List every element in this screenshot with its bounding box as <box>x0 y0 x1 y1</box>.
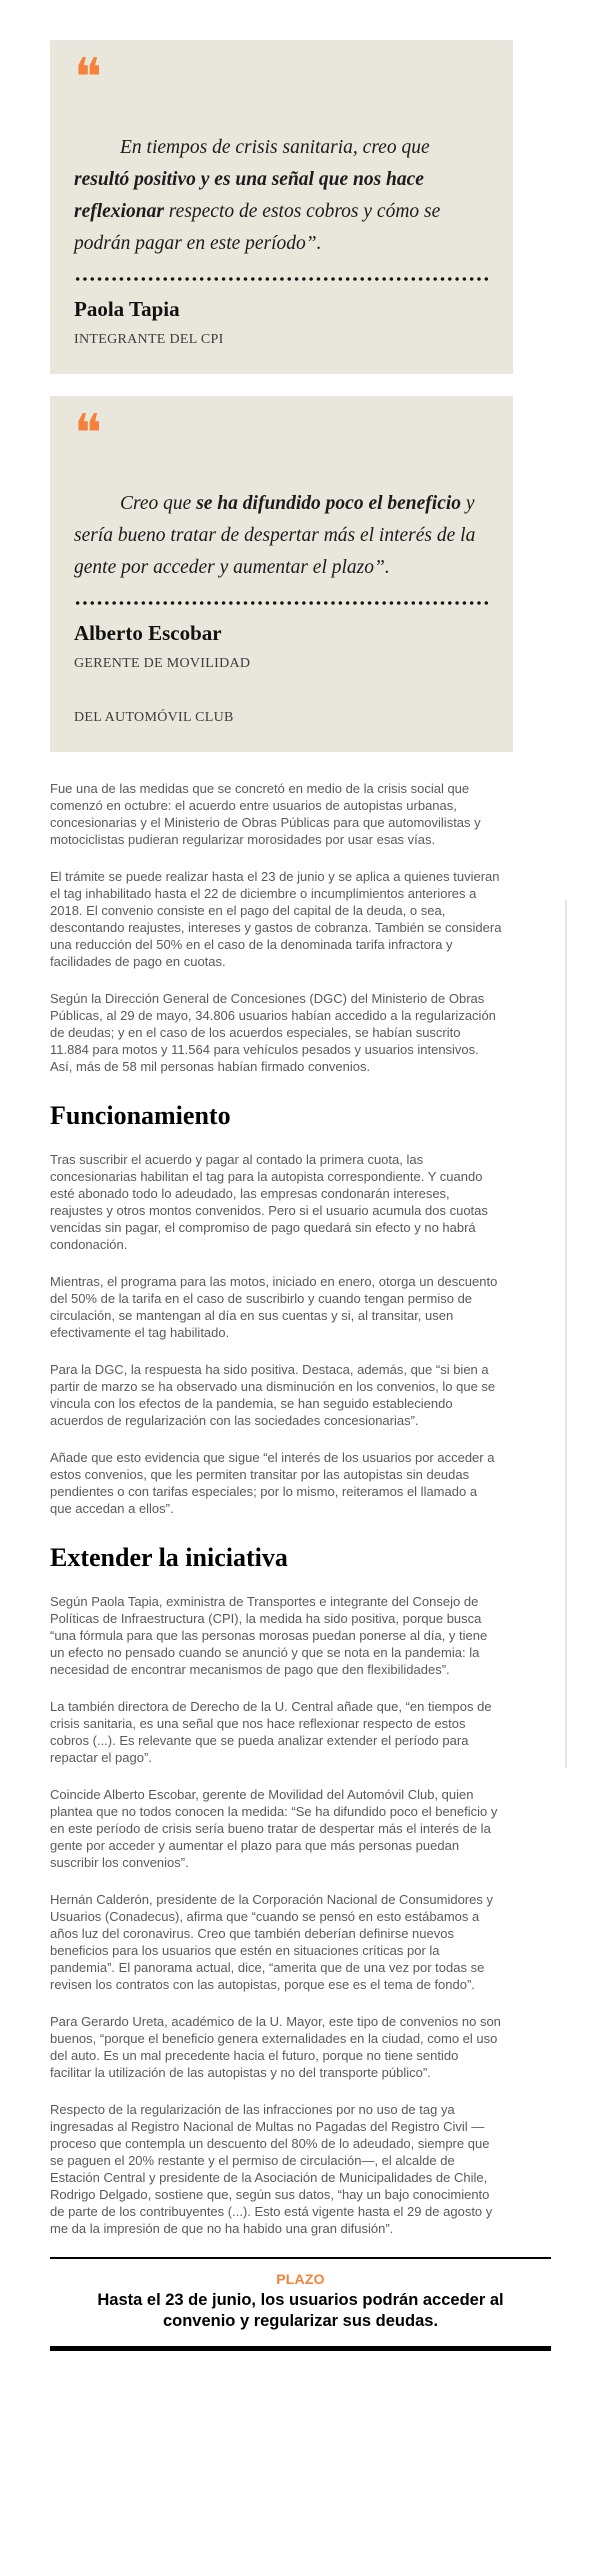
quote-author-role <box>74 332 489 348</box>
quote-author-role-line: INTEGRANTE DEL CPI <box>74 332 224 347</box>
opening-quote-icon: ❝ <box>74 408 102 462</box>
deadline-text: Hasta el 23 de junio, los usuarios podrán acceder al convenio y regularizar sus deudas. <box>97 2290 504 2330</box>
deadline-label: PLAZO <box>276 2270 325 2287</box>
article-paragraph: Hernán Calderón, presidente de la Corporación Nacional de Consumidores y Usuarios (Conadecus), afirma que “cuando se pensó en esto estábamos a años luz del coronavirus. Creo que también deberían definirse nuevos beneficios para los usuarios que estén en situaciones críticas por la pandemia”. El panorama actual, dice, “amerita que de una vez por todas se revisen los contratos con las autopistas, porque ese es el tema de fondo”. <box>50 1891 493 1992</box>
article-paragraph: El trámite se puede realizar hasta el 23 de junio y se aplica a quienes tuvieran el tag inhabilitado hasta el 22 de diciembre o incumplimientos anteriores a 2018. El convenio consiste en el pago del capital de la deuda, o sea, descontando reajustes, intereses y gastos de cobranza. También se considera una reducción del 50% en el caso de la denominada tarifa infractora y facilidades de pago en cuotas. <box>50 869 502 969</box>
quote-author: Paola Tapia <box>74 297 180 321</box>
article-paragraph: Tras suscribir el acuerdo y pagar al contado la primera cuota, las concesionarias habilitan el tag para la autopista correspondiente. Y cuando esté abonado todo lo adeudado, las empresas condonarán intereses, reajustes y otros montos convenidos. Pero si el usuario acumula dos cuotas vencidas sin pagar, el compromiso de pago quedará sin efecto y no habrá condonación. <box>50 1151 488 1252</box>
scrollbar-track[interactable] <box>565 900 567 1768</box>
article-paragraph: Fue una de las medidas que se concretó en medio de la crisis social que comenzó en octubre: el acuerdo entre usuarios de autopistas urbanas, concesionarias y el Ministerio de Obras Públicas para que automovilistas y motociclistas pudieran regularizar morosidades por usar esas vías. <box>50 781 481 847</box>
quote-text: Creo que se ha difundido poco el beneficio y sería bueno tratar de despertar más el interés de la gente por acceder y aumentar el plazo”. <box>74 493 476 578</box>
section-heading: Funcionamiento <box>50 1101 231 1130</box>
pull-quote-card-alberto-escobar <box>50 396 513 752</box>
quote-author-role-line: GERENTE DE MOVILIDAD <box>74 656 251 671</box>
quote-author-role-line: DEL AUTOMÓVIL CLUB <box>74 710 234 725</box>
quote-author-role <box>74 656 489 726</box>
article-paragraph: Mientras, el programa para las motos, iniciado en enero, otorga un descuento del 50% de la tarifa en el caso de suscribirlo y cuando tengan permiso de circulación, se mantengan al día en sus cuentas y si, al transitar, usen efectivamente el tag habilitado. <box>50 1273 498 1340</box>
quote-author: Alberto Escobar <box>74 621 222 645</box>
article-paragraph: Para Gerardo Ureta, académico de la U. Mayor, este tipo de convenios no son buenos, “porque el beneficio genera externalidades en la ciudad, como el uso del auto. Es un mal precedente hacia el futuro, porque no tiene sentido facilitar la utilización de las autopistas y no del transporte público”. <box>50 2013 501 2080</box>
article-paragraph: Respecto de la regularización de las infracciones por no uso de tag ya ingresadas al Registro Nacional de Multas no Pagadas del Registro Civil —proceso que contempla un descuento del 80% de lo adeudado, siempre que se paguen el 20% restante y el permiso de circulación—, el alcalde de Estación Central y presidente de la Asociación de Municipalidades de Chile, Rodrigo Delgado, sostiene que, según sus datos, “hay un bajo conocimiento de parte de los contribuyentes (...). Esto está vigente hasta el 29 de agosto y me da la impresión de que no ha habido una gran difusión”. <box>50 2101 493 2236</box>
section-heading: Extender la iniciativa <box>50 1542 288 1572</box>
article-paragraph: Coincide Alberto Escobar, gerente de Movilidad del Automóvil Club, quien plantea que no todos conocen la medida: “Se ha difundido poco el beneficio y en este período de crisis sería bueno tratar de despertar más el interés de la gente por acceder y aumentar el plazo para que más personas puedan suscribir los convenios”. <box>50 1786 498 1870</box>
deadline-callout <box>50 2257 551 2351</box>
pull-quote-card-paola-tapia <box>50 40 513 374</box>
dotted-separator <box>74 277 489 281</box>
quote-text: En tiempos de crisis sanitaria, creo que resultó positivo y es una señal que nos hace reflexionar respecto de estos cobros y cómo se podrán pagar en este período”. <box>74 137 441 254</box>
article-paragraph: Según la Dirección General de Concesiones (DGC) del Ministerio de Obras Públicas, al 29 de mayo, 34.806 usuarios habían accedido a la regularización de deudas; y en el caso de los acuerdos especiales, se habían suscrito 11.884 para motos y 11.564 para vehículos pesados y usuarios intensivos. Así, más de 58 mil personas habían firmado convenios. <box>50 991 496 1074</box>
article-paragraph: La también directora de Derecho de la U. Central añade que, “en tiempos de crisis sanitaria, es una señal que nos hace reflexionar respecto de estos cobros (...). Es relevante que se pueda analizar extender el período para repactar el pago”. <box>50 1698 492 1765</box>
article-paragraph: Añade que esto evidencia que sigue “el interés de los usuarios por acceder a estos convenios, que les permiten transitar por las autopistas sin deudas pendientes o con tarifas especiales; por lo mismo, reiteramos el llamado a que accedan a ellos”. <box>50 1449 495 1516</box>
article-page <box>0 40 610 2567</box>
article-paragraph: Para la DGC, la respuesta ha sido positiva. Destaca, además, que “si bien a partir de marzo se ha observado una disminución en los convenios, lo que se vincula con los efectos de la pandemia, se han seguido estableciendo acuerdos de regularización con las sociedades concesionarias”. <box>50 1361 496 1428</box>
dotted-separator <box>74 601 489 605</box>
divider-thin <box>50 2257 551 2259</box>
divider-thick <box>50 2346 551 2351</box>
opening-quote-icon: ❝ <box>74 52 102 106</box>
article-paragraph: Según Paola Tapia, exministra de Transportes e integrante del Consejo de Políticas de Infraestructura (CPI), la medida ha sido positiva, porque busca “una fórmula para que las personas morosas puedan ponerse al día, y tiene un efecto no pensado cuando se anunció y que se nota en la pandemia: la necesidad de encontrar mecanismos de pago que den flexibilidades”. <box>50 1593 488 1677</box>
article-body <box>50 780 502 2237</box>
